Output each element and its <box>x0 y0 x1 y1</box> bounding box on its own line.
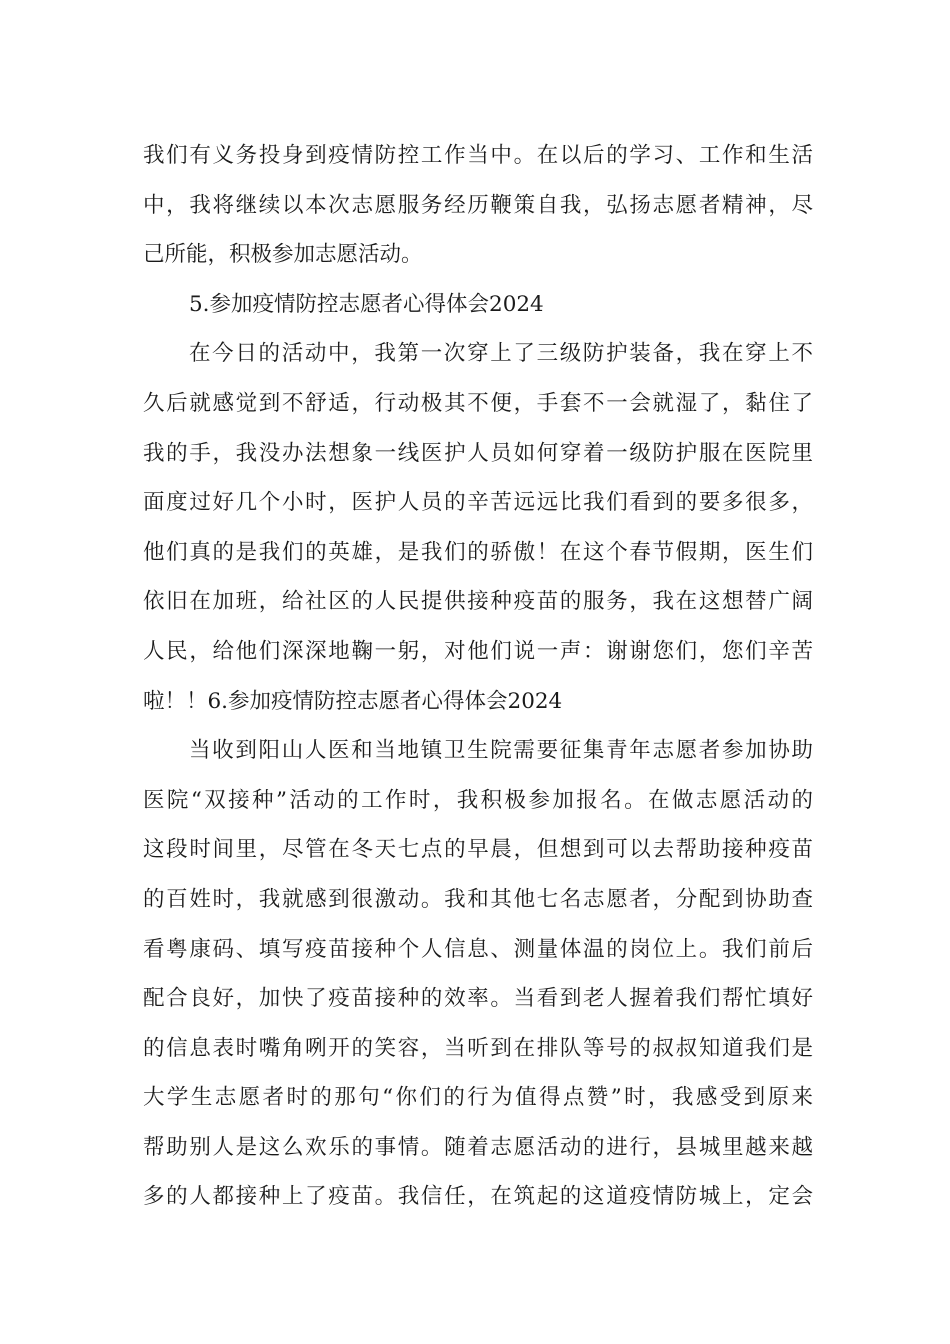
text-line: 看粤康码、填写疫苗接种个人信息、测量体温的岗位上。我们前后 <box>143 936 813 962</box>
text-line: 我们有义务投身到疫情防控工作当中。在以后的学习、工作和生活 <box>143 143 813 168</box>
text-line: 人民，给他们深深地鞠一躬，对他们说一声：谢谢您们，您们辛苦 <box>143 638 813 664</box>
text-line: 帮助别人是这么欢乐的事情。随着志愿活动的进行，县城里越来越 <box>143 1134 813 1160</box>
text-line: 在今日的活动中，我第一次穿上了三级防护装备，我在穿上不 <box>189 341 813 367</box>
text-line: 的百姓时，我就感到很激动。我和其他七名志愿者，分配到协助查 <box>143 886 813 912</box>
text-line: 配合良好，加快了疫苗接种的效率。当看到老人握着我们帮忙填好 <box>143 986 813 1012</box>
text-line: 啦！！6.参加疫情防控志愿者心得体会2024 <box>143 688 563 714</box>
text-line: 多的人都接种上了疫苗。我信任，在筑起的这道疫情防城上，定会 <box>143 1184 813 1210</box>
text-line: 面度过好几个小时，医护人员的辛苦远远比我们看到的要多很多， <box>143 490 813 516</box>
text-line: 久后就感觉到不舒适，行动极其不便，手套不一会就湿了，黏住了 <box>143 390 813 416</box>
text-line: 当收到阳山人医和当地镇卫生院需要征集青年志愿者参加协助 <box>189 738 813 764</box>
text-line: 医院“双接种”活动的工作时，我积极参加报名。在做志愿活动的 <box>143 787 813 813</box>
document-body <box>143 131 813 1222</box>
text-line: 大学生志愿者时的那句“你们的行为值得点赞”时，我感受到原来 <box>143 1085 813 1111</box>
text-line: 的信息表时嘴角咧开的笑容，当听到在排队等号的叔叔知道我们是 <box>143 1035 813 1061</box>
text-line: 中，我将继续以本次志愿服务经历鞭策自我，弘扬志愿者精神，尽 <box>143 192 813 218</box>
text-line: 5.参加疫情防控志愿者心得体会2024 <box>189 291 544 317</box>
text-line: 他们真的是我们的英雄，是我们的骄傲！在这个春节假期，医生们 <box>143 539 813 565</box>
text-line: 这段时间里，尽管在冬天七点的早晨，但想到可以去帮助接种疫苗 <box>143 837 813 863</box>
text-line: 依旧在加班，给社区的人民提供接种疫苗的服务，我在这想替广阔 <box>143 589 813 615</box>
text-line: 己所能，积极参加志愿活动。 <box>143 242 423 268</box>
text-line: 我的手，我没办法想象一线医护人员如何穿着一级防护服在医院里 <box>143 440 813 466</box>
